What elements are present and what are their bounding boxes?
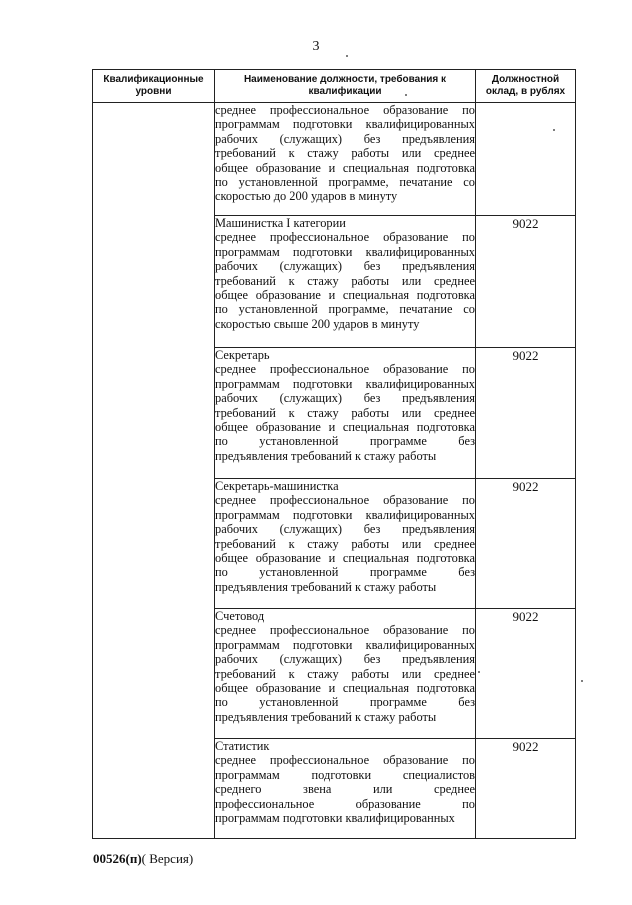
requirement-line: рабочих (служащих) без предъявления (215, 522, 475, 537)
salary-value: 9022 (476, 609, 576, 739)
table-header-row (93, 70, 576, 103)
scan-speck (346, 55, 348, 57)
position-description (215, 348, 476, 479)
position-description (215, 103, 476, 216)
requirement-line: рабочих (служащих) без предъявления (215, 131, 475, 146)
header-salary: Должностной оклад, в рублях (476, 70, 576, 103)
position-title: Статистик (215, 739, 270, 753)
requirement-line: программам подготовки квалифицированных (215, 376, 475, 391)
requirement-line: общее образование и специальная подготовка (215, 551, 475, 566)
table-row (93, 103, 576, 216)
position-title: Машинистка I категории (215, 216, 346, 230)
position-title: Секретарь (215, 348, 270, 362)
document-version: ( Версия) (141, 851, 194, 866)
scan-speck (581, 680, 583, 682)
requirement-line: среднее профессиональное образование по (215, 623, 475, 638)
requirement-line: общее образование и специальная подготовка (215, 288, 475, 303)
requirement-line: профессиональное образование по (215, 796, 475, 811)
requirement-line: программам подготовки квалифицированных (215, 811, 455, 826)
requirement-line: программам подготовки квалифицированных (215, 244, 475, 259)
position-title: Секретарь-машинистка (215, 479, 339, 493)
document-code: 00526(п) (93, 851, 142, 866)
qualification-level-cell (93, 103, 215, 839)
requirement-line: среднее профессиональное образование по (215, 493, 475, 508)
requirement-line: предъявления требований к стажу работы (215, 448, 437, 463)
page-number: 3 (312, 39, 320, 54)
header-qualification-levels: Квалификационные уровни (93, 70, 215, 103)
requirement-line: программам подготовки квалифицированных (215, 117, 475, 132)
requirement-line: программам подготовки специалистов (215, 767, 475, 782)
document-footer (93, 851, 193, 867)
requirement-line: программам подготовки квалифицированных (215, 637, 475, 652)
salary-table (92, 69, 576, 839)
requirement-line: общее образование и специальная подготовка (215, 681, 475, 696)
requirement-line: рабочих (служащих) без предъявления (215, 652, 475, 667)
requirement-line: среднее профессиональное образование по (215, 753, 475, 768)
requirement-line: общее образование и специальная подготовка (215, 420, 475, 435)
requirement-line: среднего звена или среднее (215, 782, 475, 797)
requirement-line: требований к стажу работы или среднее (215, 666, 475, 681)
requirement-line: среднее профессиональное образование по (215, 362, 475, 377)
requirement-line: скоростью до 200 ударов в минуту (215, 189, 398, 204)
scan-speck (478, 671, 480, 673)
requirement-line: требований к стажу работы или среднее (215, 405, 475, 420)
salary-value: 9022 (476, 479, 576, 609)
salary-value: 9022 (476, 739, 576, 839)
requirement-line: по установленной программе без (215, 565, 475, 580)
requirement-line: требований к стажу работы или среднее (215, 273, 475, 288)
position-title: Счетовод (215, 609, 265, 623)
requirement-line: общее образование и специальная подготовка (215, 160, 475, 175)
position-description (215, 739, 476, 839)
requirement-line: требований к стажу работы или среднее (215, 146, 475, 161)
salary-value: 9022 (476, 348, 576, 479)
header-position-requirements: Наименование должности, требования к квалификации (215, 70, 476, 103)
requirement-line: по установленной программе, печатание со (215, 175, 475, 190)
requirement-line: рабочих (служащих) без предъявления (215, 391, 475, 406)
requirement-line: скоростью свыше 200 ударов в минуту (215, 316, 420, 331)
requirement-line: рабочих (служащих) без предъявления (215, 259, 475, 274)
salary-value (476, 103, 576, 216)
requirement-line: среднее профессиональное образование по (215, 103, 475, 117)
position-description (215, 609, 476, 739)
requirement-line: предъявления требований к стажу работы (215, 579, 437, 594)
requirement-line: по установленной программе без (215, 434, 475, 449)
requirement-line: требований к стажу работы или среднее (215, 536, 475, 551)
requirement-line: предъявления требований к стажу работы (215, 709, 437, 724)
position-description (215, 216, 476, 348)
requirement-line: среднее профессиональное образование по (215, 230, 475, 245)
position-description (215, 479, 476, 609)
requirement-line: по установленной программе без (215, 695, 475, 710)
scan-speck (405, 94, 407, 96)
salary-value: 9022 (476, 216, 576, 348)
scan-speck (553, 129, 555, 131)
requirement-line: по установленной программе, печатание со (215, 302, 475, 317)
requirement-line: программам подготовки квалифицированных (215, 507, 475, 522)
